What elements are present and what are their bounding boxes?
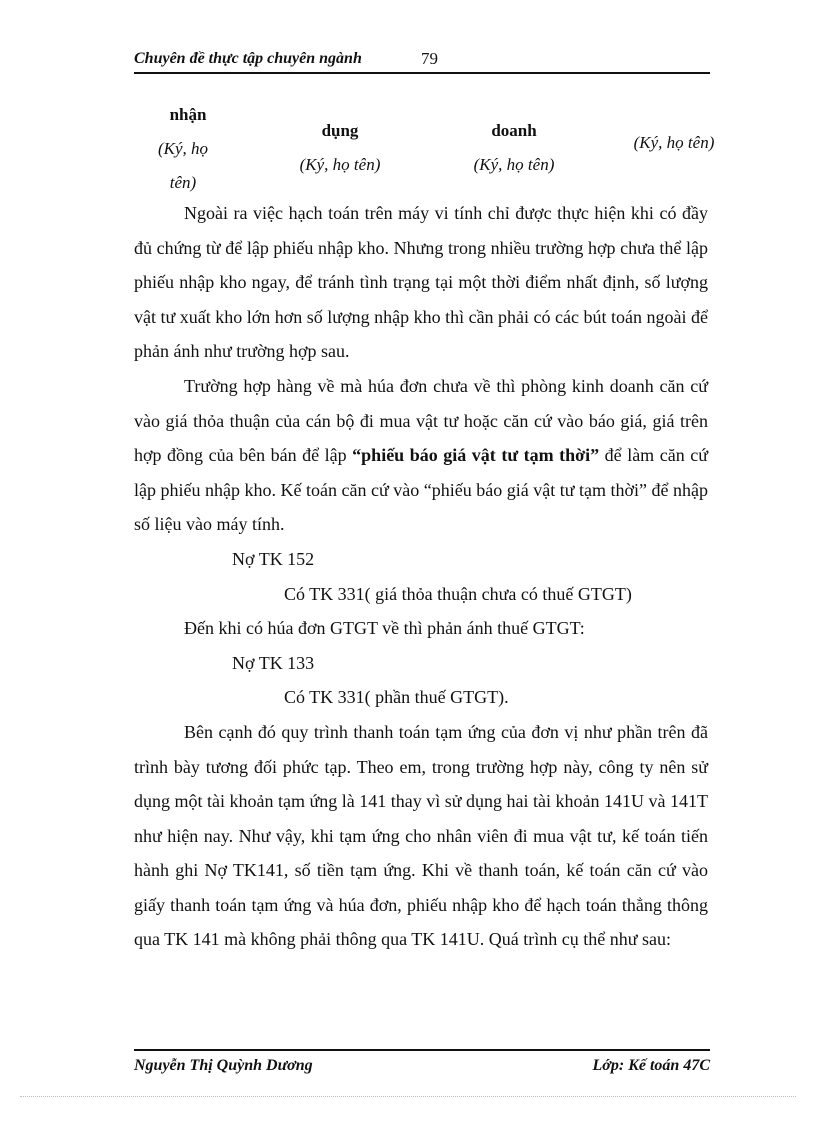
paragraph (134, 369, 708, 542)
signature-role-1: nhận (169, 105, 207, 124)
signature-col-1 (150, 98, 216, 200)
bold-term: “phiếu báo giá vật tư tạm thời” (352, 445, 600, 466)
signature-note-1b: tên) (169, 173, 197, 192)
page-number: 79 (421, 49, 438, 68)
header-title: Chuyên đề thực tập chuyên ngành (134, 50, 362, 67)
paragraph: Đến khi có húa đơn GTGT về thì phản ánh thuế GTGT: (184, 618, 585, 639)
signature-note-4: (Ký, họ tên) (633, 133, 715, 152)
page-footer (134, 1049, 710, 1079)
journal-debit: Nợ TK 133 (232, 652, 315, 673)
journal-credit: Có TK 331( giá thỏa thuận chưa có thuế GTGT) (284, 583, 632, 604)
paragraph-text: để làm căn cứ lập phiếu nhập kho. Kế toán căn cứ vào “phiếu báo giá vật tư tạm thời” để nhập số liệu vào máy tính. (134, 445, 708, 535)
paragraph: Bên cạnh đó quy trình thanh toán tạm ứng của đơn vị như phần trên đã trình bày tương đối phức tạp. Theo em, trong trường hợp này, công ty nên sử dụng một tài khoản tạm ứng là 141 thay vì sử dụng hai tài khoản 141U và 141T như hiện nay. Như vậy, khi tạm ứng cho nhân viên đi mua vật tư, kế toán tiến hành ghi Nợ TK141, số tiền tạm ứng. Khi về thanh toán, kế toán căn cứ vào giấy thanh toán tạm ứng và húa đơn, phiếu nhập kho để hạch toán thẳng thông qua TK 141 mà không phải thông qua TK 141U. Quá trình cụ thể như sau: (134, 721, 708, 950)
journal-credit: Có TK 331( phần thuế GTGT). (284, 687, 509, 708)
paragraph-text: Trường hợp hàng về mà húa đơn chưa về thì phòng kinh doanh căn cứ vào giá thỏa thuận của cán bộ đi mua vật tư hoặc căn cứ vào báo giá, giá trên hợp đồng của bên bán để lập (134, 375, 708, 466)
signature-col-2 (280, 114, 400, 182)
signature-note-1a: (Ký, họ (157, 139, 209, 158)
signature-role-2: dụng (321, 121, 359, 140)
page-border-dotted (20, 1096, 796, 1097)
signature-col-4 (614, 131, 734, 155)
signature-col-3 (454, 114, 574, 182)
journal-debit: Nợ TK 152 (232, 548, 315, 569)
signature-role-3: doanh (491, 121, 537, 140)
paragraph: Ngoài ra việc hạch toán trên máy vi tính chỉ được thực hiện khi có đầy đủ chứng từ để lập phiếu nhập kho. Nhưng trong nhiều trường hợp chưa thể lập phiếu nhập kho ngay, để tránh tình trạng tại một thời điểm nhất định, số lượng vật tư xuất kho lớn hơn số lượng nhập kho thì cần phải có các bút toán ngoài để phản ánh như trường hợp sau. (134, 203, 708, 362)
page-header (134, 46, 710, 74)
signature-note-3: (Ký, họ tên) (473, 155, 555, 174)
footer-author: Nguyễn Thị Quỳnh Dương (134, 1057, 313, 1074)
signature-note-2: (Ký, họ tên) (299, 155, 381, 174)
body-text (134, 196, 708, 957)
footer-class: Lớp: Kế toán 47C (592, 1057, 710, 1074)
